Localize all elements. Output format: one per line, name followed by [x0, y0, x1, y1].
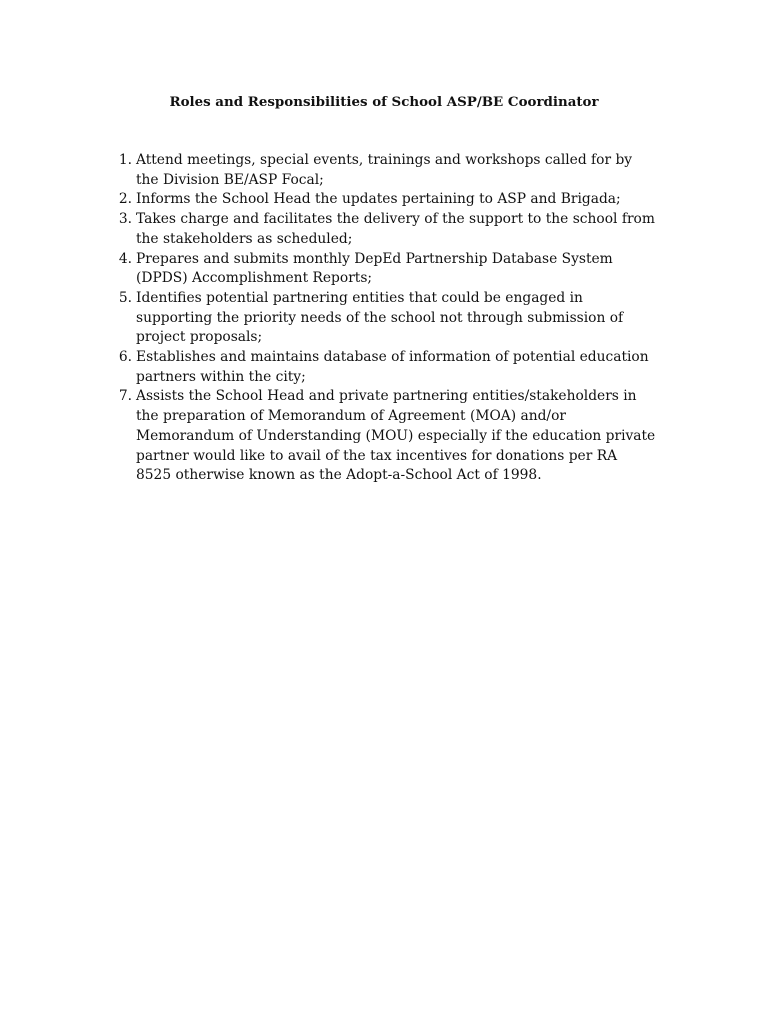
- item-text-line: Identifies potential partnering entities that could be engaged in: [136, 289, 583, 306]
- list-item: [110, 190, 684, 210]
- item-text-line: supporting the priority needs of the school not through submission of: [136, 309, 624, 326]
- item-number: 1.: [118, 152, 132, 168]
- list-item: [110, 348, 684, 387]
- item-text-line: 8525 otherwise known as the Adopt-a-School Act of 1998.: [136, 467, 542, 484]
- list-item: [110, 210, 684, 249]
- item-number: 2.: [118, 191, 132, 208]
- item-text-line: partners within the city;: [136, 368, 306, 385]
- item-text-line: the preparation of Memorandum of Agreement (MOA) and/or: [136, 408, 566, 425]
- item-text-line: Assists the School Head and private partnering entities/stakeholders in: [136, 388, 637, 405]
- list-item: [110, 250, 684, 289]
- item-text-line: partner would like to avail of the tax incentives for donations per RA: [136, 447, 618, 464]
- document-title: Roles and Responsibilities of School ASP/BE Coordinator: [169, 94, 599, 110]
- responsibilities-list: [110, 151, 684, 486]
- item-text-line: Memorandum of Understanding (MOU) especially if the education private: [136, 427, 656, 444]
- item-text-line: Takes charge and facilitates the delivery of the support to the school from: [136, 211, 655, 228]
- item-number: 6.: [118, 349, 132, 366]
- item-number: 4.: [118, 250, 132, 267]
- item-text-line: (DPDS) Accomplishment Reports;: [136, 270, 373, 287]
- item-text-line: project proposals;: [136, 329, 263, 346]
- item-text-line: Prepares and submits monthly DepEd Partnership Database System: [136, 250, 613, 267]
- item-text-line: Informs the School Head the updates pertaining to ASP and Brigada;: [136, 191, 621, 208]
- item-text-line: Attend meetings, special events, trainings and workshops called for by: [136, 152, 633, 168]
- list-item: [110, 387, 684, 486]
- list-item: [110, 289, 684, 348]
- item-number: 5.: [118, 289, 132, 306]
- list-item: [110, 151, 684, 190]
- item-text-line: Establishes and maintains database of information of potential education: [136, 349, 649, 366]
- item-number: 7.: [118, 388, 132, 405]
- item-number: 3.: [118, 211, 132, 228]
- item-text-line: the Division BE/ASP Focal;: [136, 171, 324, 188]
- item-text-line: the stakeholders as scheduled;: [136, 230, 353, 247]
